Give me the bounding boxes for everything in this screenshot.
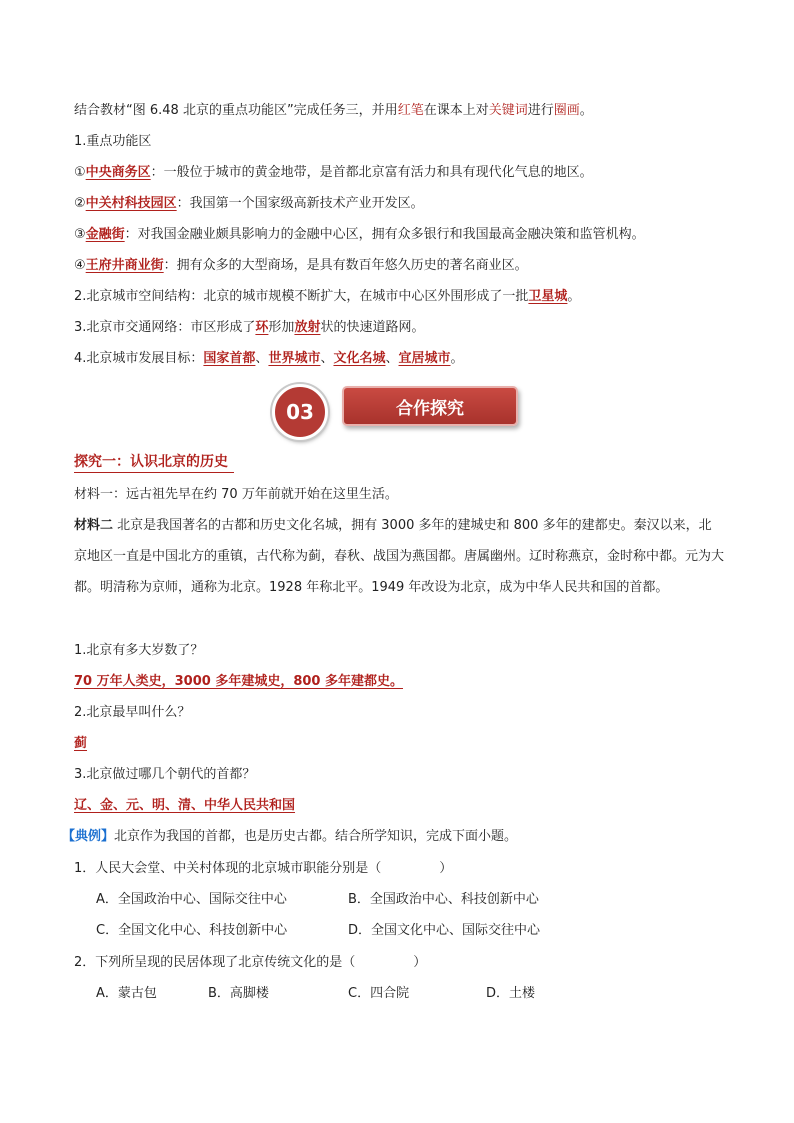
zone-number: ④ <box>74 258 86 273</box>
goal-separator: 、 <box>385 351 399 366</box>
ring-keyword: 环 <box>255 320 269 335</box>
section-number-badge: 03 <box>272 384 328 440</box>
option-b[interactable]: B．全国政治中心、科技创新中心 <box>348 892 539 907</box>
goal-keyword: 国家首都 <box>203 351 256 366</box>
goal-separator: 、 <box>255 351 269 366</box>
zone-item <box>74 225 645 245</box>
zone-desc: ：拥有众多的大型商场，是具有数百年悠久历史的著名商业区。 <box>163 258 528 273</box>
goals-text: 4.北京城市发展目标： <box>74 351 204 366</box>
material-two-label: 材料二 <box>74 518 114 533</box>
zone-item <box>74 194 424 214</box>
question: 1.北京有多大岁数了？ <box>74 643 204 658</box>
option-a[interactable]: A．蒙古包 <box>96 986 157 1001</box>
goal-separator: 、 <box>320 351 334 366</box>
question-paren: ） <box>413 955 427 970</box>
intro-text-3: 进行 <box>527 103 554 118</box>
answer: 蓟 <box>74 736 88 751</box>
example-question-2 <box>74 953 426 973</box>
section-title-ribbon: 合作探究 <box>342 386 518 426</box>
option-c[interactable]: C．四合院 <box>348 986 410 1001</box>
answer: 辽、金、元、明、清、中华人民共和国 <box>74 798 296 813</box>
traffic-text-1: 3.北京市交通网络：市区形成了 <box>74 320 256 335</box>
radial-keyword: 放射 <box>294 320 321 335</box>
structure-line <box>74 287 580 307</box>
question: 2.北京最早叫什么？ <box>74 705 191 720</box>
zone-number: ③ <box>74 227 86 242</box>
zone-desc: ：一般位于城市的黄金地带，是首都北京富有活力和具有现代化气息的地区。 <box>150 165 593 180</box>
question: 3.北京做过哪几个朝代的首都？ <box>74 767 256 782</box>
goal-keyword: 世界城市 <box>268 351 321 366</box>
structure-text: 2.北京城市空间结构：北京的城市规模不断扩大，在城市中心区外围形成了一批 <box>74 289 529 304</box>
zone-item <box>74 256 528 276</box>
satellite-city-keyword: 卫星城 <box>528 289 568 304</box>
intro-text-2: 在课本上对 <box>423 103 489 118</box>
example-intro-text: 北京作为我国的首都，也是历史古都。结合所学知识，完成下面小题。 <box>114 829 518 844</box>
option-b[interactable]: B．高脚楼 <box>208 986 269 1001</box>
goal-end: 。 <box>450 351 464 366</box>
zone-item <box>74 163 593 183</box>
goals-line <box>74 349 464 369</box>
material-one-text: 远古祖先早在约 70 万年前就开始在这里生活。 <box>126 487 398 502</box>
traffic-text-3: 状的快速道路网。 <box>320 320 425 335</box>
answer: 70 万年人类史，3000 多年建城史，800 多年建都史。 <box>74 674 403 689</box>
option-a[interactable]: A．全国政治中心、国际交往中心 <box>96 892 287 907</box>
red-pen-text: 红笔 <box>397 103 424 118</box>
zone-name: 金融街 <box>85 227 125 242</box>
goal-keyword: 宜居城市 <box>398 351 451 366</box>
example-question-1 <box>74 859 452 879</box>
material-one-label: 材料一： <box>74 487 127 502</box>
explore-title: 探究一：认识北京的历史 <box>74 452 234 473</box>
material-one <box>74 485 398 505</box>
traffic-line <box>74 318 424 338</box>
example-tag: 【典例】 <box>62 829 115 844</box>
question-paren: ） <box>439 861 453 876</box>
zone-desc: ：我国第一个国家级高新技术产业开发区。 <box>176 196 424 211</box>
option-d[interactable]: D．全国文化中心、国际交往中心 <box>348 923 541 938</box>
intro-line <box>74 101 593 121</box>
zone-name: 中央商务区 <box>85 165 151 180</box>
zone-number: ② <box>74 196 86 211</box>
zone-name: 中关村科技园区 <box>85 196 177 211</box>
option-c[interactable]: C．全国文化中心、科技创新中心 <box>96 923 288 938</box>
keyword-text: 关键词 <box>488 103 528 118</box>
zone-number: ① <box>74 165 86 180</box>
goal-keyword: 文化名城 <box>333 351 386 366</box>
zone-desc: ：对我国金融业颇具影响力的金融中心区，拥有众多银行和我国最高金融决策和监管机构。 <box>124 227 645 242</box>
structure-end: 。 <box>567 289 581 304</box>
intro-text-1: 结合教材“图 6.48 北京的重点功能区”完成任务三，并用 <box>74 103 398 118</box>
material-two-text: 北京是我国著名的古都和历史文化名城，拥有 3000 多年的建城史和 800 多年的建都史。秦汉以来，北京地区一直是中国北方的重镇，古代称为蓟，春秋、战国为燕国都。唐属幽州。辽时称燕京，金时称中都。元为大都。明清称为京师，通称为北京。1928 年称北平。1949 年改设为北京，成为中华人民共和国的首都。 <box>74 518 725 595</box>
question-text: 1．人民大会堂、中关村体现的北京城市职能分别是（ <box>74 861 382 876</box>
traffic-text-2: 形加 <box>268 320 295 335</box>
option-d[interactable]: D．土楼 <box>486 986 536 1001</box>
example-intro <box>62 827 517 847</box>
section-banner <box>272 382 522 438</box>
intro-text-4: 。 <box>579 103 593 118</box>
material-two <box>74 510 724 603</box>
circle-text: 圈画 <box>553 103 580 118</box>
zones-heading: 1.重点功能区 <box>74 134 152 149</box>
question-text: 2．下列所呈现的民居体现了北京传统文化的是（ <box>74 955 356 970</box>
zone-name: 王府井商业街 <box>85 258 164 273</box>
